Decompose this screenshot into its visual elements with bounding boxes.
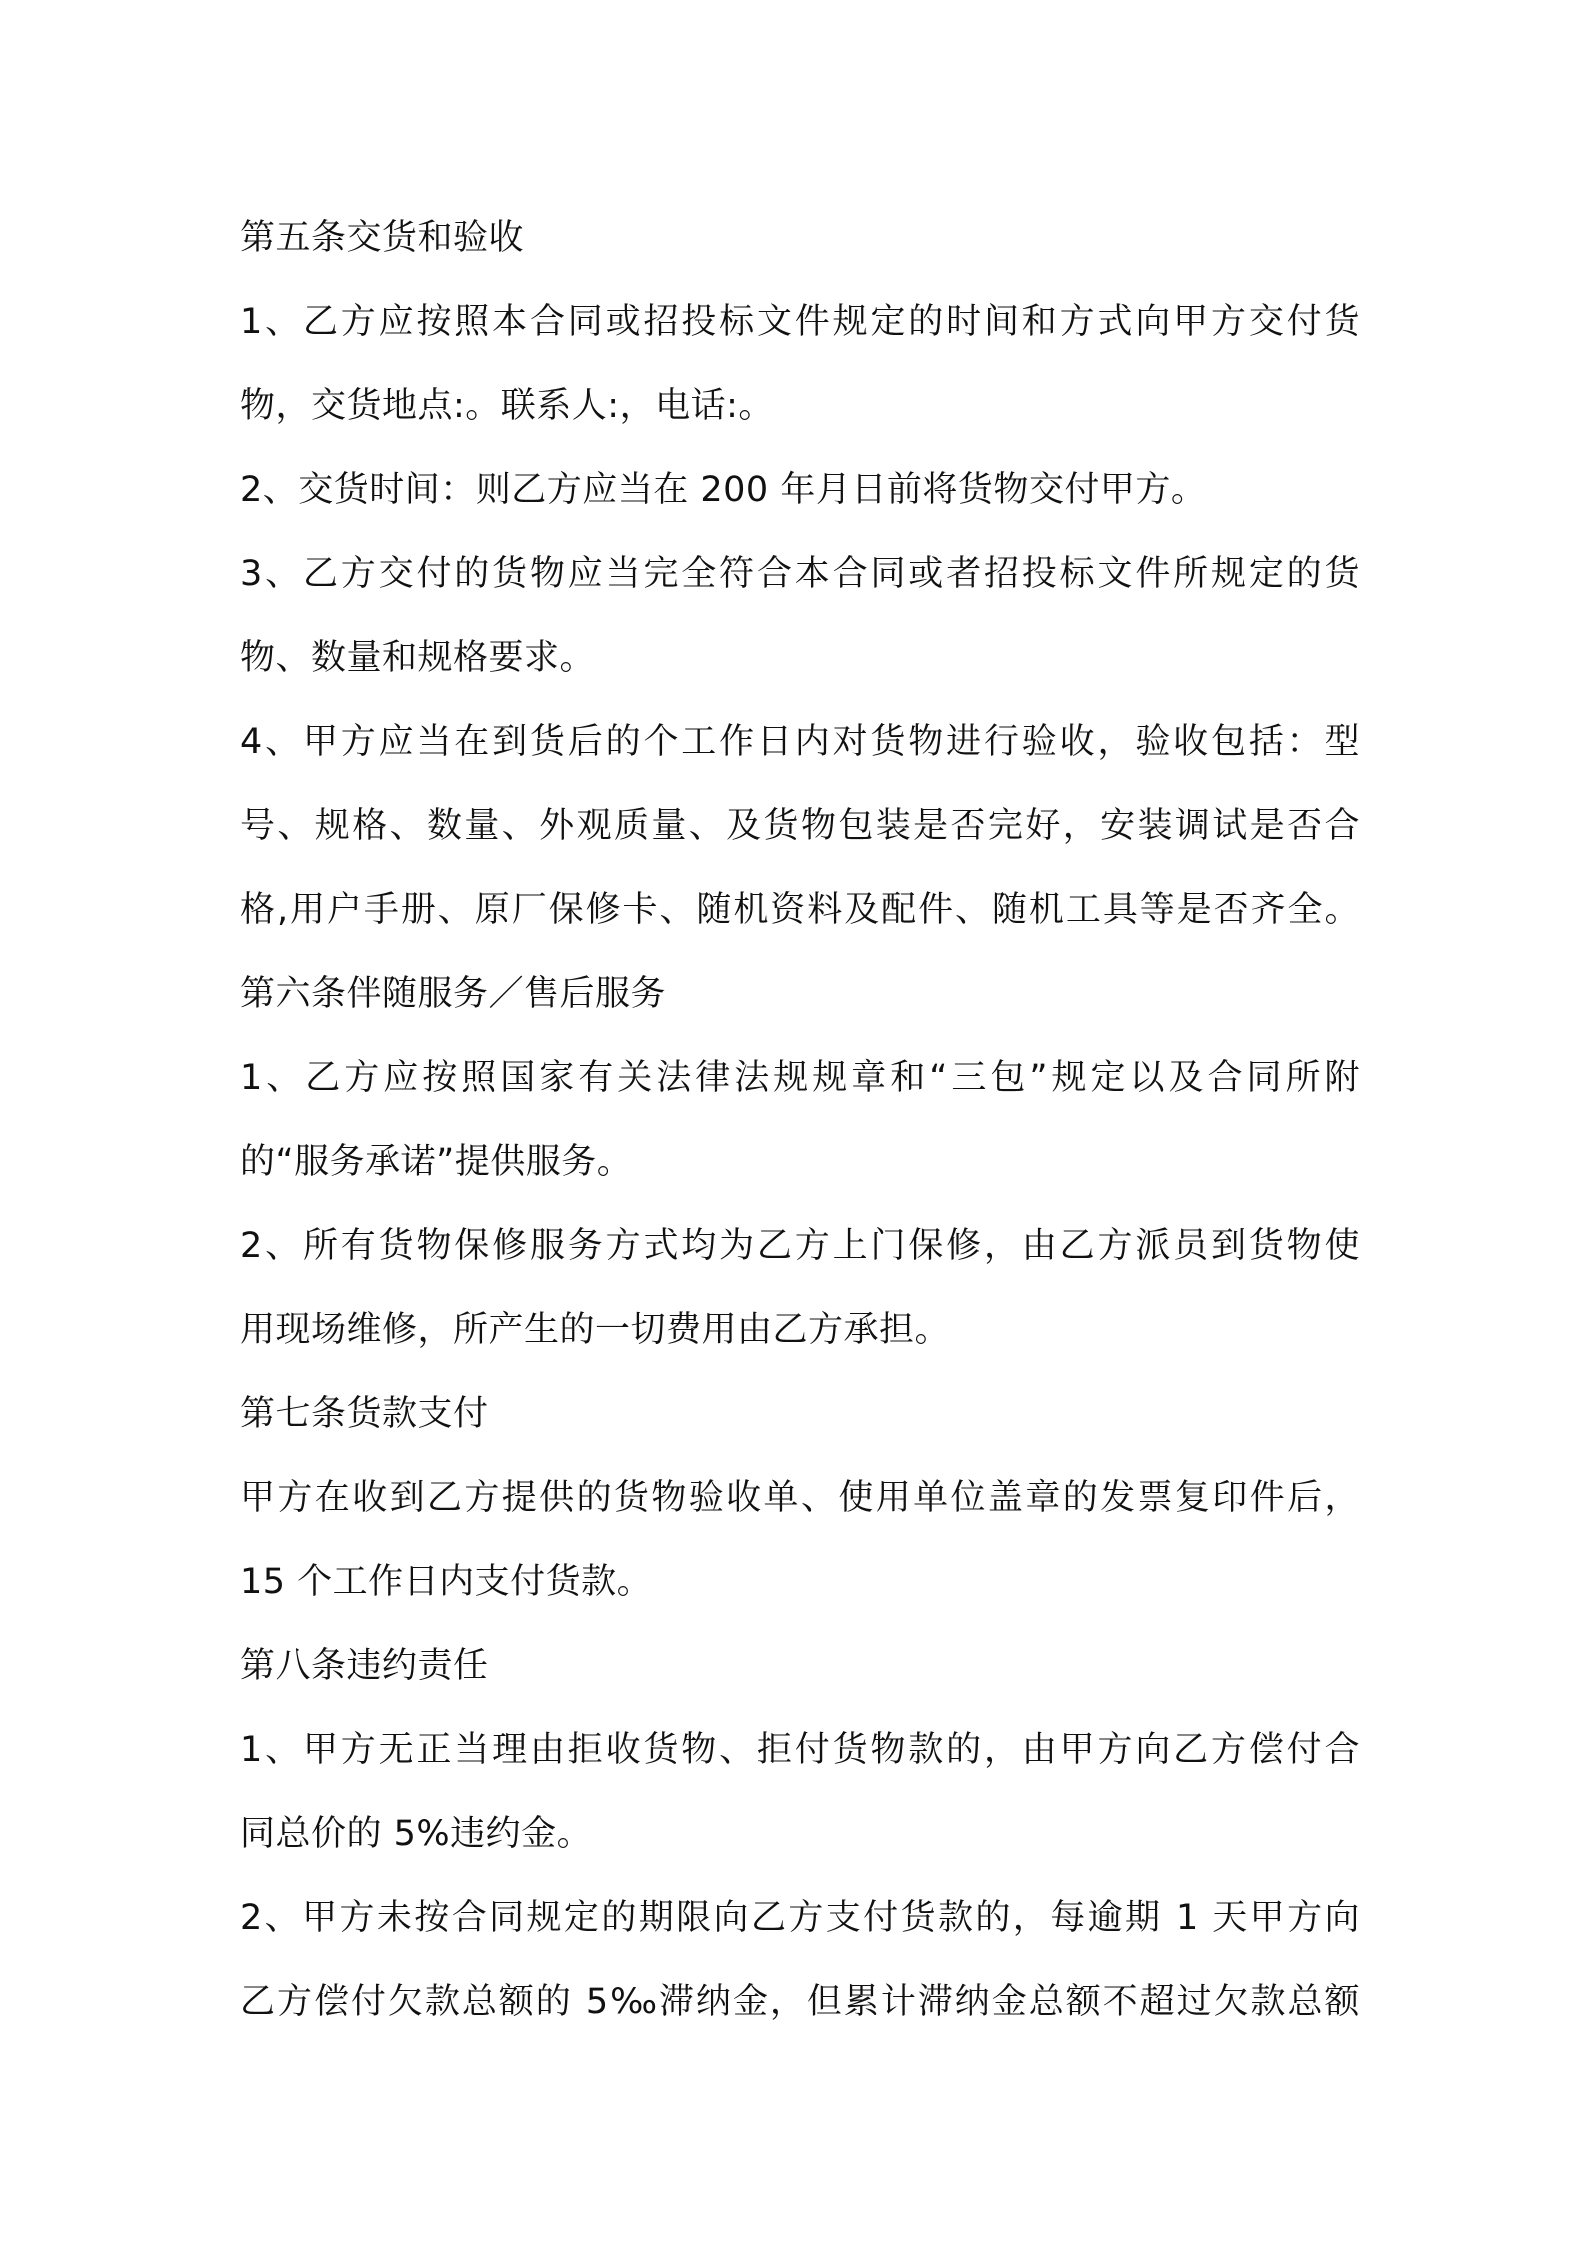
paragraph-line: 1、乙方应按照国家有关法律法规规章和“三包”规定以及合同所附 xyxy=(240,1058,1360,1098)
paragraph-line: 号、规格、数量、外观质量、及货物包装是否完好，安装调试是否合 xyxy=(240,806,1360,846)
section-heading-article-5: 第五条交货和验收 xyxy=(240,218,525,258)
paragraph-line: 3、乙方交付的货物应当完全符合本合同或者招投标文件所规定的货 xyxy=(240,554,1360,594)
paragraph-line: 物、数量和规格要求。 xyxy=(240,638,596,678)
section-heading-article-8: 第八条违约责任 xyxy=(240,1646,489,1686)
paragraph-line: 甲方在收到乙方提供的货物验收单、使用单位盖章的发票复印件后， xyxy=(240,1478,1360,1518)
paragraph-line: 物，交货地点:。联系人:，电话:。 xyxy=(240,386,774,426)
paragraph-line: 格,用户手册、原厂保修卡、随机资料及配件、随机工具等是否齐全。 xyxy=(240,890,1360,930)
paragraph-line: 的“服务承诺”提供服务。 xyxy=(240,1142,633,1182)
contract-text-body xyxy=(240,196,1360,2044)
paragraph-line: 同总价的 5%违约金。 xyxy=(240,1814,593,1854)
paragraph-line: 用现场维修，所产生的一切费用由乙方承担。 xyxy=(240,1310,951,1350)
section-heading-article-7: 第七条货款支付 xyxy=(240,1394,489,1434)
paragraph-line: 1、乙方应按照本合同或招投标文件规定的时间和方式向甲方交付货 xyxy=(240,302,1360,342)
paragraph-line: 15 个工作日内支付货款。 xyxy=(240,1562,653,1602)
paragraph-line: 4、甲方应当在到货后的个工作日内对货物进行验收，验收包括：型 xyxy=(240,722,1360,762)
paragraph-line: 2、所有货物保修服务方式均为乙方上门保修，由乙方派员到货物使 xyxy=(240,1226,1360,1266)
paragraph-line: 2、甲方未按合同规定的期限向乙方支付货款的，每逾期 1 天甲方向 xyxy=(240,1898,1360,1938)
paragraph-line: 2、交货时间：则乙方应当在 200 年月日前将货物交付甲方。 xyxy=(240,470,1207,510)
paragraph-line: 乙方偿付欠款总额的 5‰滞纳金，但累计滞纳金总额不超过欠款总额 xyxy=(240,1982,1360,2022)
paragraph-line: 1、甲方无正当理由拒收货物、拒付货物款的，由甲方向乙方偿付合 xyxy=(240,1730,1360,1770)
section-heading-article-6: 第六条伴随服务／售后服务 xyxy=(240,974,667,1014)
